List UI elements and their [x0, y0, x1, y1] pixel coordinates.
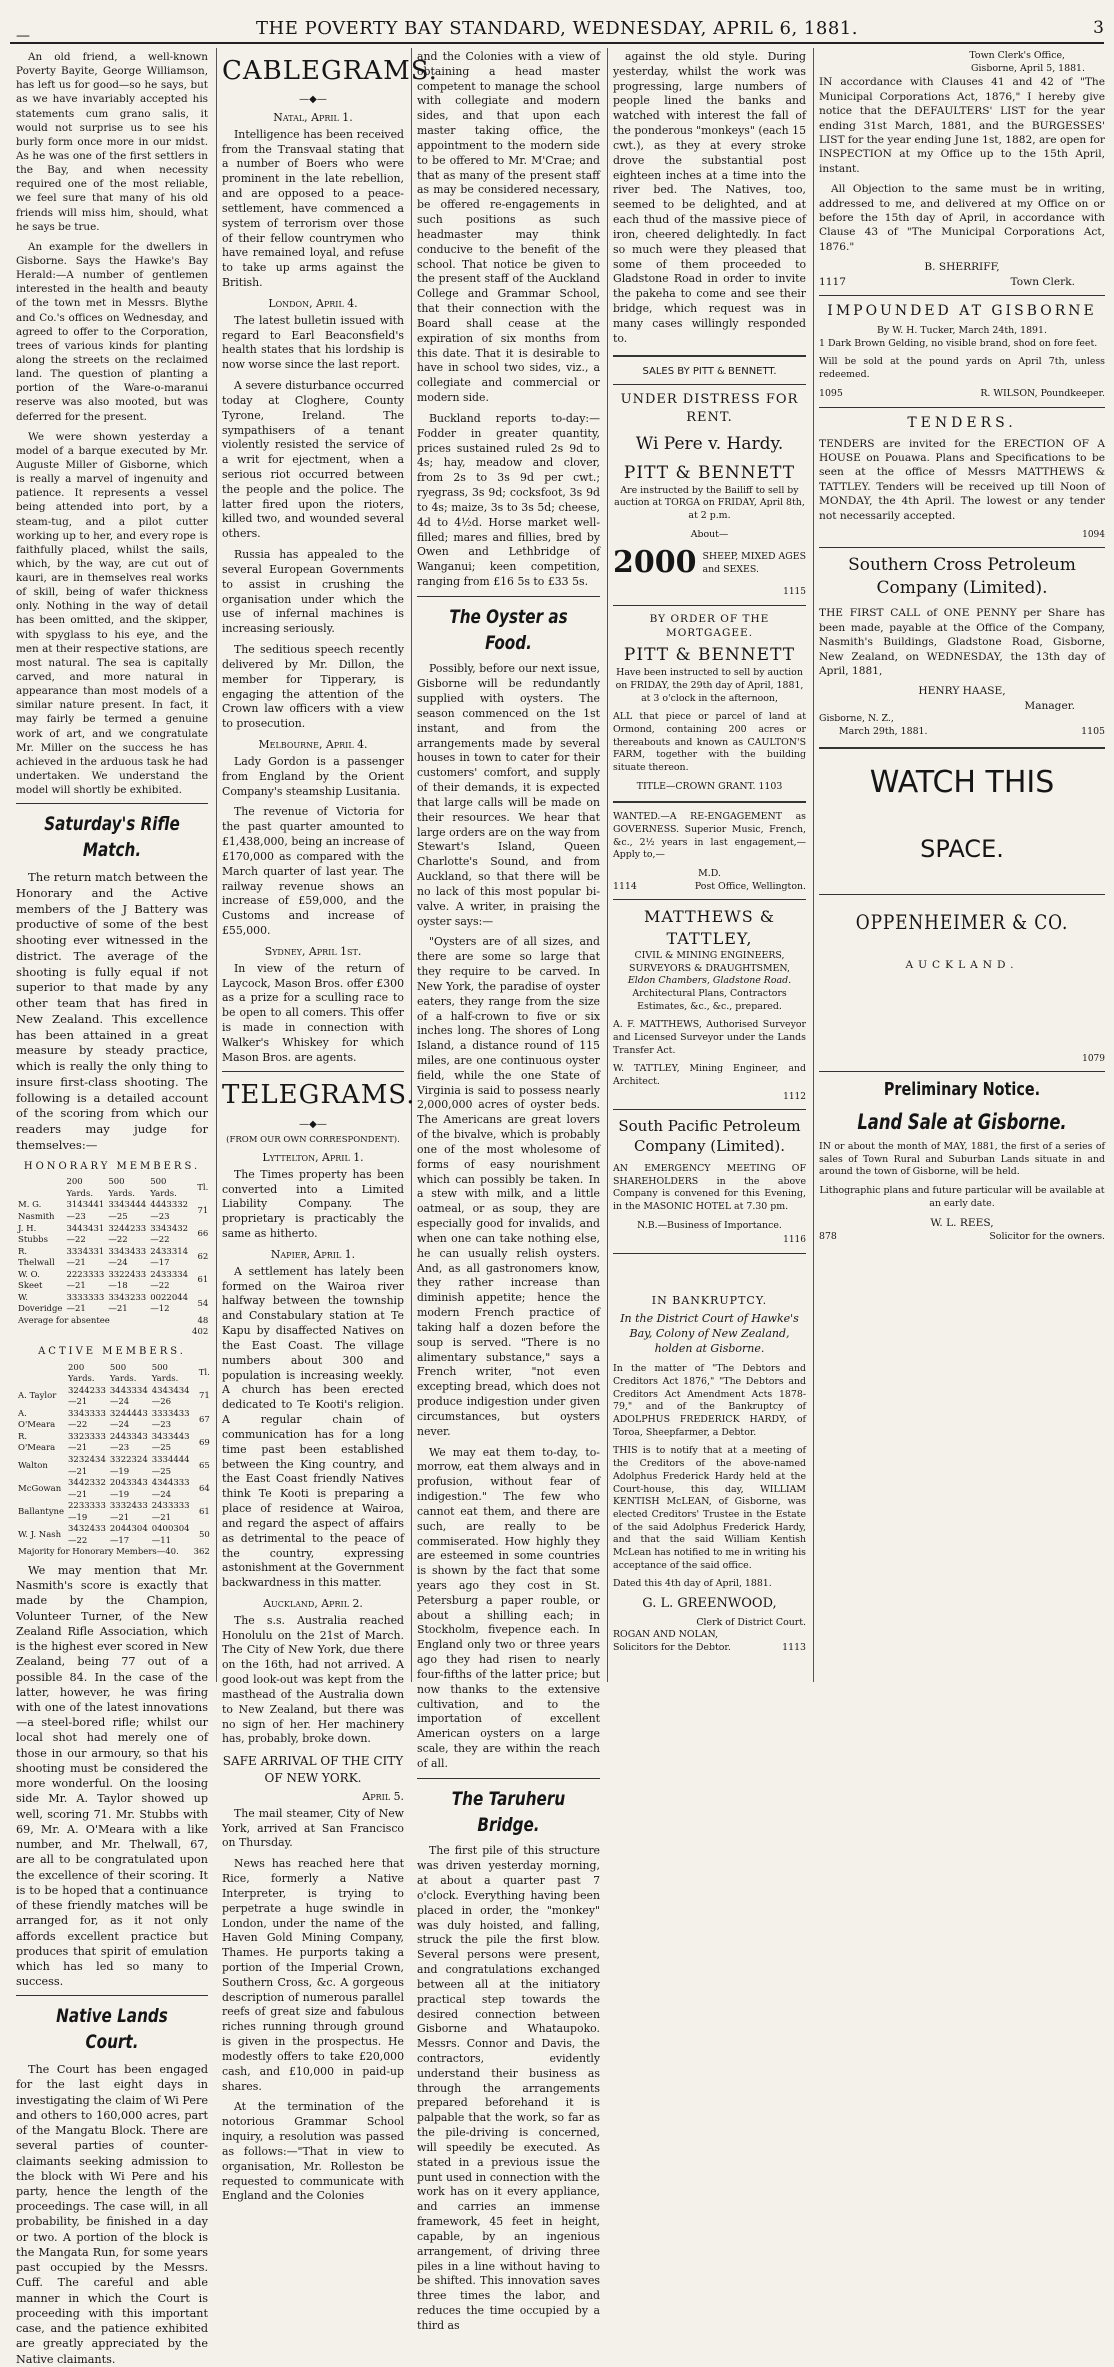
- ad-ref: 1116: [783, 1235, 806, 1246]
- ad-impounded: IMPOUNDED AT GISBORNE: [827, 303, 1097, 320]
- ad-about: About—: [690, 528, 729, 540]
- table-total-row: Majority for Honorary Members—40. 362: [18, 1547, 210, 1558]
- ad-bank-court: In the District Court of Hawke's Bay, Colony of New Zealand, holden at Gisborne.: [620, 1312, 799, 1356]
- paragraph: The s.s. Australia reached Honolulu on the 21st of March. The City of New York, due there on the 16th, had not arrived. A good look-out was kept from the masthead of the Australia down to New Zealand, but there was no sign of her. Her machinery has, probably, broke down.: [222, 1613, 404, 1746]
- ls-footer: 878 Solicitor for the owners.: [819, 1230, 1105, 1242]
- ad-bank-matter: In the matter of "The Debtors and Creditors Act 1876," "The Debtors and Creditors Act Amendment Acts 1878-79," and of the Bankruptcy of ADOLPHUS FREDERICK HARDY, of Toroa, Sheepfarmer, a Debtor.: [613, 1363, 806, 1438]
- imp-text: 1 Dark Brown Gelding, no visible brand, shod on fore feet.: [819, 337, 1098, 349]
- paragraph: The revenue of Victoria for the past quarter amounted to £1,438,000, being an increase of £170,000 as compared with the March quarter of last year. The railway revenue shows an increase of £59,000, and the Customs and increase of £55,000.: [222, 805, 404, 938]
- sheep-text: SHEEP, MIXED AGES and SEXES.: [702, 551, 806, 575]
- tc-footer: 1117 Town Clerk.: [819, 275, 1075, 288]
- ls-text: IN or about the month of MAY, 1881, the first of a series of sales of Town Rural and Suburban Lands situate in and around the town of Gisborne, will be held.: [819, 1140, 1105, 1178]
- heading-taruheru-bridge: The Taruheru Bridge.: [451, 1787, 566, 1836]
- ad-tenders: TENDERS.: [907, 414, 1017, 431]
- dateline: Sydney, April 1st.: [264, 944, 362, 958]
- dateline: Napier, April 1.: [270, 1247, 356, 1261]
- ad-bank-sol: ROGAN AND NOLAN,: [613, 1629, 719, 1641]
- honorary-score-table: [16, 1177, 210, 1339]
- paragraph-nasmith: We may mention that Mr. Nasmith's score is exactly that made by the Champion, Volunteer Turner, of the New Zealand Rifle Association, which is the highest ever scored in New Zealand, being 77 out of a possible 84. In the case of the latter, however, he was firing with one of the latest innovations—a steel-bored rifle; whilst our local shot had merely one of those in our armoury, so that his shooting must be considered the more wonderful. On the loosing side Mr. A. Taylor showed up well, scoring 71. Mr. Stubbs with 69, Mr. A. O'Meara with a like number, and Mr. Thelwall, 67, are all to be congratulated upon the excellence of their scoring. It is to be hoped that a continuance of these friendly matches will be arranged for, as it not only affords excellent practice but produces that spirit of emulation which has led so many to success.: [16, 1563, 208, 1989]
- ad-bankruptcy: IN BANKRUPTCY.: [651, 1293, 768, 1307]
- imp-sale: Will be sold at the pound yards on April 7th, unless redeemed.: [819, 356, 1105, 381]
- tc-notice: IN accordance with Clauses 41 and 42 of "The Municipal Corporations Act, 1876," I hereby give notice that the DEFAULTERS' LIST for the year ending 31st March, 1881, and the BURGESSES' LIST for the year ending June 1st, 1882, are open for INSPECTION at my Office up to the 15th April, instant.: [819, 76, 1105, 175]
- ad-bank-sig: G. L. GREENWOOD,: [642, 1596, 777, 1612]
- divider: [819, 894, 1105, 895]
- heading-oyster: The Oyster as Food.: [449, 605, 568, 654]
- paragraph: Lady Gordon is a passenger from England by the Orient Company's steamship Lusitania.: [222, 754, 404, 798]
- table-row: M. G. Nasmith 3143441—23 3343444—25 4443332—23 71: [18, 1200, 209, 1222]
- ad-pitt-bennett: PITT & BENNETT: [623, 462, 796, 483]
- paragraph: News has reached here that Rice, formerly a Native Interpreter, is trying to perpetrate a huge swindle in London, under the name of the Haven Gold Mining Company, Thames. He purports taking a portion of the Imperial Crown, Southern Cross, &c. A gorgeous description of numerous parallel reefs of great size and fabulous riches running through ground is given in the prospectus. He modestly offers to take £20,000 cash, and £10,000 in paid-up shares.: [222, 1857, 404, 2093]
- masthead-rule: [10, 42, 1104, 44]
- divider: [613, 801, 806, 803]
- paragraph: and the Colonies with a view of obtaining a head master competent to manage the school with collegiate and modern sides, and that upon each master taking office, the appointment to the modern side to be offered to Mr. M'Crae; and that as many of the present staff as may be considered necessary, be offered re-engagements in such positions as such headmaster may think conducive to the benefit of the school. That notice be given to the present staff of the Auckland College and Grammar School, that their connection with the Board shall cease at the expiration of six months from this date. That it is desirable to have in school two sides, viz., a collegiate and commercial or modern side.: [417, 50, 600, 405]
- table-row: A. Taylor 3244233—21 3443334—24 4343434—26 71: [18, 1385, 210, 1408]
- divider: [819, 1071, 1105, 1072]
- ad-matthews-tattley: MATTHEWS & TATTLEY,: [643, 907, 776, 949]
- ad-instruction: Have been instructed to sell by auction on FRIDAY, the 29th day of April, 1881, at 3 o'clock in the afternoon,: [615, 667, 804, 704]
- table-row: R. O'Meara 3323333—21 2443343—23 3433443—25 69: [18, 1431, 210, 1454]
- ad-spp-nb: N.B.—Business of Importance.: [637, 1219, 782, 1231]
- tc-sig: B. SHERRIFF,: [924, 261, 1000, 274]
- divider: [613, 899, 806, 900]
- column-divider: [411, 48, 412, 1682]
- scp-mgr: Manager.: [1024, 699, 1075, 712]
- dateline: April 5.: [362, 1789, 404, 1803]
- paragraph-native-court: The Court has been engaged for the last eight days in investigating the claim of Wi Pere and others to 160,000 acres, part of the Mangatu Block. There are several parties of counter-claimants seeking admission to the block with Wi Pere and his party, hence the length of the proceedings. The case will, in all probability, be finished in a day or two. A portion of the block is the Mangata Run, for some years past occupied by the Messrs. Cuff. The careful and able manner in which the Court is proceeding with this important case, and the patience exhibited are greatly appreciated by the Native claimants.: [16, 2063, 208, 2366]
- ad-mt-sub: CIVIL & MINING ENGINEERS, SURVEYORS & DRAUGHTSMEN,: [629, 949, 790, 974]
- ad-mt-desc: Architectural Plans, Contractors Estimates, &c., &c., prepared.: [632, 988, 787, 1012]
- table-row: Walton 3232434—21 3322324—19 3334444—25 65: [18, 1454, 210, 1477]
- divider: [16, 803, 208, 804]
- ad-mortgagee: BY ORDER OF THE MORTGAGEE.: [649, 612, 770, 639]
- ad-instruction: Are instructed by the Bailiff to sell by auction at TORGA on FRIDAY, April 8th, at 2 p.m.: [614, 484, 805, 522]
- table-row: W. J. Nash 3432433—22 2044304—17 0400304—11 50: [18, 1524, 210, 1546]
- ad-spp-text: AN EMERGENCY MEETING OF SHAREHOLDERS in the above Company is convened for this Evening, in the MASONIC HOTEL at 7.30 pm.: [613, 1162, 806, 1212]
- paragraph: At the termination of the notorious Grammar School inquiry, a resolution was passed as follows:—"That in view to organisation, Mr. Rolleston be requested to communicate with England and the Colonies: [222, 2100, 404, 2203]
- column-divider: [813, 48, 814, 1682]
- newspaper-title: THE POVERTY BAY STANDARD, WEDNESDAY, APRIL 6, 1881.: [256, 18, 858, 39]
- divider: [819, 295, 1105, 296]
- scp-footer: March 29th, 1881. 1105: [839, 725, 1105, 737]
- ad-ref: 1079: [1082, 1053, 1105, 1064]
- tc-office: Town Clerk's Office,: [969, 50, 1065, 61]
- ad-bank-clerk: Clerk of District Court.: [696, 1616, 806, 1628]
- ad-watch-this: WATCH THIS: [869, 764, 1055, 800]
- active-table-title: ACTIVE MEMBERS.: [38, 1346, 186, 1357]
- ad-mt-af: A. F. MATTHEWS, Authorised Surveyor and Licensed Surveyor under the Lands Transfer Act.: [613, 1019, 806, 1056]
- heading-native-lands: Native Lands Court.: [56, 2005, 168, 2054]
- ls-sig: W. L. REES,: [930, 1217, 994, 1230]
- ad-ref: 1112: [783, 1091, 806, 1102]
- divider: [417, 596, 600, 597]
- paragraph: A severe disturbance occurred today at Cloghere, County Tyrone, Ireland. The sympathisers of a tenant violently resisted the service of a writ for ejectment, when a serious riot occurred between the people and the police. The latter fired upon the rioters, killed two, and wounded several others.: [222, 379, 404, 541]
- paragraph: We may eat them to-day, to-morrow, eat them always and in profusion, without fear of indigestion." The few who cannot eat them, and there are such, are really to be commiserated. How highly they are esteemed in some countries is shown by the fact that some years ago they cost in St. Petersburg a paper rouble, or about a shilling each; in Stockholm, fivepence each. In England only two or three years ago they had risen to nearly four-fifths of the latter price; but now thanks to the extensive cultivation, and to the importation of excellent American oysters on a large scale, they are within the reach of all.: [417, 1445, 600, 1770]
- paragraph: The mail steamer, City of New York, arrived at San Francisco on Thursday.: [222, 1806, 404, 1850]
- masthead: [0, 0, 1114, 46]
- scp-sig: HENRY HAASE,: [918, 685, 1006, 698]
- column-divider: [607, 48, 608, 1682]
- tend-text: TENDERS are invited for the ERECTION OF A HOUSE on Pouawa. Plans and Specifications to be seen at the office of Messrs MATTHEWS & TATTLEY. Tenders will be received up till Noon of MONDAY, the 4th April. The lowest or any tender not necessarily accepted.: [819, 437, 1105, 522]
- ad-wanted: WANTED.—A RE-ENGAGEMENT as GOVERNESS. Superior Music, French, &c., 2½ years in last engagement,—Apply to,—: [613, 811, 806, 861]
- dateline: Lyttelton, April 1.: [262, 1150, 364, 1164]
- divider: [222, 1071, 404, 1072]
- table-row: McGowan 3442332—21 2043343—19 4344333—24 64: [18, 1478, 210, 1500]
- tc-objection: All Objection to the same must be in writing, addressed to me, and delivered at my Office on or before the 15th day of April, in accordance with Clause 43 of "The Municipal Corporations Act, 1876.": [819, 183, 1105, 253]
- column-3: [417, 50, 600, 2332]
- paragraph: The seditious speech recently delivered by Mr. Dillon, the member for Tipperary, is engaging the attention of the Crown law officers with a view to prosecution.: [222, 643, 404, 731]
- paragraph-rifle-intro: The return match between the Honorary and the Active members of the J Battery was productive of some of the best shooting ever witnessed in the district. The average of the shooting is fully equal if not superior to that made by any other team that has fired in New Zealand. This excellence has been attained in a great measure by steady practice, which is really the only thing to insure first-class shooting. The following is a detailed account of the scoring from which our readers may judge for themselves:—: [16, 869, 208, 1152]
- dateline: Melbourne, April 4.: [258, 738, 368, 752]
- table-header: 200 Yards. 500 Yards. 500 Yards. Tl.: [66, 1177, 209, 1199]
- divider: [613, 1253, 806, 1254]
- imp-footer: 1095 R. WILSON, Poundkeeper.: [819, 387, 1105, 399]
- divider: [16, 1995, 208, 1996]
- ad-preliminary-notice: Preliminary Notice.: [883, 1078, 1041, 1100]
- dateline: Natal, April 1.: [273, 110, 353, 124]
- ad-bank-notice: THIS is to notify that at a meeting of the Creditors of the above-named Adolphus Frederick Hardy held at the Court-house, this day, WILLIAM KENTISH McLEAN, of Gisborne, was elected Creditors' Trustee in the Estate of the said Adolphus Frederick Hardy, and that the said William Kentish McLean has notified to me in writing his acceptance of the said office.: [613, 1445, 806, 1571]
- imp-by: By W. H. Tucker, March 24th, 1891.: [877, 325, 1047, 337]
- paragraph: Russia has appealed to the several European Governments to assist in crushing the organisation under which the use of infernal machines is increasing seriously.: [222, 548, 404, 636]
- column-1: [16, 50, 210, 2366]
- paragraph: A settlement has lately been formed on the Wairoa river halfway between the township and Constabulary station at Te Kapu by disaffected Natives on the East Coast. The village numbers about 300 and population is increasing weekly. A church has been erected dedicated to Te Kooti's religion. A regular chain of communication has for a long time past been established between the King country, and the East Coast friendly Natives think Te Kooti is preparing a place of residence at Wairoa, and regard the aspect of affairs as detrimental to the peace of the country, expressing astonishment at the Government backwardness in this matter.: [222, 1264, 404, 1590]
- divider: [613, 384, 806, 385]
- ad-wanted-footer: 1114 Post Office, Wellington.: [613, 880, 806, 892]
- corner-mark: —: [16, 28, 30, 44]
- active-score-table: [16, 1363, 212, 1559]
- sheep-count: 2000: [613, 545, 697, 581]
- divider: [819, 407, 1105, 408]
- dateline: London, April 4.: [268, 296, 358, 310]
- paragraph: The first pile of this structure was driven yesterday morning, at about a quarter past 7 o'clock. Everything having been placed in order, the "monkey" was duly hoisted, and falling, struck the pile the first blow. Several persons were present, and congratulations exchanged between all at the initiatory practical step towards the desired connection between Gisborne and Whataupoko. Messrs. Connor and Davis, the contractors, evidently understand their business as through the arrangements prepared beforehand it is palpable that the work, so far as the pile-driving is concerned, will speedily be executed. As stated in a previous issue the punt used in connection with the work has on it every appliance, and carries an immense framework, 45 feet in height, capable, by an ingenious arrangement, of driving three piles in a line without having to be shifted. This innovation saves three times the labor, and reduces the time occupied by a third as: [417, 1844, 600, 2332]
- table-row: R. Thelwall 3334331—21 3343433—24 2433314—17 62: [18, 1246, 209, 1269]
- paragraph-model: We were shown yesterday a model of a barque executed by Mr. Auguste Miller of Gisborne, which is really a marvel of ingenuity and patience. It represents a vessel being attended into port, by a steam-tug, and a pilot cutter working up to her, and every rope is faithfully placed, whilst the sails, which, by the way, are cut out of kauri, are in themselves real works of skill, being of wafer thickness only. Nothing in the way of detail has been omitted, and the skipper, with spyglass to his eye, and the men at their respective stations, are most natural. The sea is capitally carved, and more natural in appearance than most models of a similar nature present. In fact, it may fairly be termed a genuine work of art, and we congratulate Mr. Miller on the success he has achieved in the arduous task he had undertaken. We understand the model will shortly be exhibited.: [16, 430, 208, 797]
- ad-oppenheimer: OPPENHEIMER & CO.: [855, 910, 1069, 935]
- ls-text2: Lithographic plans and future particular will be available at an early date.: [819, 1185, 1105, 1209]
- ad-wanted-md: M.D.: [698, 868, 721, 880]
- table-row: Average for absentee 48: [18, 1315, 209, 1326]
- paragraph: The latest bulletin issued with regard to Earl Beaconsfield's health states that his lordship is now worse since the last report.: [222, 313, 404, 372]
- ad-bank-date: Dated this 4th day of April, 1881.: [613, 1578, 772, 1590]
- ad-sheep: [613, 543, 806, 584]
- paragraph: against the old style. During yesterday, whilst the work was progressing, large numbers of people lined the banks and watched with interest the fall of the ponderous "monkeys" (each 15 cwt.), as they at every stroke drove the substantial post eighteen inches at a time into the river bed. The Natives, too, seemed to be delighted, and at each thud of the massive piece of iron, cheered delightedly. In fact so much were they pleased that some of them proceeded to Gladstone Road in order to invite the pakeha to come and see their bridge, which request was in many cases willingly responded to.: [613, 50, 806, 345]
- table-header: 200 Yards. 500 Yards. 500 Yards. Tl.: [68, 1362, 210, 1385]
- ad-ref: 1094: [1082, 530, 1105, 540]
- heading-rifle-match: Saturday's Rifle Match.: [44, 813, 180, 862]
- ornament: —◆—: [299, 94, 327, 106]
- divider: [819, 747, 1105, 749]
- ad-bank-footer: Solicitors for the Debtor. 1113: [613, 1642, 806, 1654]
- heading-city-new-york: SAFE ARRIVAL OF THE CITY OF NEW YORK.: [222, 1754, 404, 1785]
- page-number: 3: [1093, 18, 1104, 38]
- column-2: [222, 50, 438, 2203]
- ad-sales-head: SALES BY PITT & BENNETT.: [642, 365, 777, 377]
- column-divider: [216, 48, 217, 1682]
- table-row: Ballantyne 2233333—19 3332433—21 2433333—21 61: [18, 1501, 210, 1523]
- divider: [613, 1109, 806, 1110]
- ad-mt-wt: W. TATTLEY, Mining Engineer, and Architect.: [613, 1063, 806, 1088]
- ad-title: TITLE—CROWN GRANT. 1103: [636, 780, 783, 792]
- divider: [613, 605, 806, 606]
- heading-telegrams: TELEGRAMS.: [222, 1080, 416, 1111]
- heading-cablegrams: CABLEGRAMS.: [222, 56, 438, 86]
- table-total-row: 402: [192, 1327, 209, 1338]
- paragraph: The Times property has been converted into a Limited Liability Company. The proprietary is practicably the same as hitherto.: [222, 1167, 404, 1241]
- divider: [613, 355, 806, 357]
- ad-distress: UNDER DISTRESS FOR RENT.: [620, 392, 799, 425]
- ornament: —◆—: [299, 1118, 327, 1130]
- scp-text: THE FIRST CALL of ONE PENNY per Share has been made, payable at the Office of the Company, Nasmith's Buildings, Gladstone Road, Gisborne, New Zealand, on WEDNESDAY, the 13th day of April, 1881,: [819, 607, 1105, 678]
- column-4: [613, 50, 806, 1680]
- paragraph: Possibly, before our next issue, Gisborne will be redundantly supplied with oysters. The season commenced on the 1st instant, and from the arrangements made by several houses in town to cater for their customers' comfort, and supply of their demands, it is expected that large calls will be made on their resources. We hear that large orders are on the way from Stewart's Island, Queen Charlotte's Sound, and from Auckland, so that there will be no lack of this most popular bi-valve. A writer, in praising the oyster says:—: [417, 662, 600, 928]
- paragraph: In view of the return of Laycock, Mason Bros. offer £300 as a prize for a sculling race to be open to all comers. This offer is made in connection with Walker's Whiskey for which Mason Bros. are agents.: [222, 961, 404, 1064]
- table-row: W. O. Skeet 2223333—21 3322433—18 2433334—22 61: [18, 1269, 209, 1292]
- paragraph-trees: An example for the dwellers in Gisborne. Says the Hawke's Bay Herald:—A number of gentlemen interested in the health and beauty of the town met in Messrs. Blythe and Co.'s offices on Wednesday, and agreed to offer to the Corporation, trees of various kinds for planting along the streets on the reclaimed land. The question of planting a portion of the Ware-o-maranui reserve was also mooted, but was deferred for the present.: [16, 240, 208, 423]
- paragraph: Intelligence has been received from the Transvaal stating that a number of Boers who were prominent in the late rebellion, and are opposed to a peace-settlement, have commenced a system of terrorism over those of their fellow countrymen who have remained loyal, and refuse to take up arms against the British.: [222, 127, 404, 290]
- ad-space: SPACE.: [920, 835, 1004, 864]
- ad-mt-addr: Eldon Chambers, Gladstone Road.: [627, 975, 792, 987]
- divider: [417, 1778, 600, 1779]
- dateline: Auckland, April 2.: [263, 1596, 363, 1610]
- ad-land: ALL that piece or parcel of land at Ormond, containing 200 acres or thereabouts and known as CAULTON'S FARM, together with the building situate thereon.: [613, 711, 806, 773]
- ad-pitt-bennett: PITT & BENNETT: [623, 645, 796, 666]
- column-5: [819, 50, 1105, 1680]
- table-row: A. O'Meara 3343333—22 3244443—24 3333433—23 67: [18, 1408, 210, 1431]
- scp-place: Gisborne, N. Z.,: [819, 713, 894, 725]
- paragraph: Buckland reports to-day:—Fodder in greater quantity, prices sustained ruled 2s 9d to 4s; hay, meadow and clover, from 2s to 3s 9d per cwt.; ryegrass, 3s 9d; cocksfoot, 3s 9d to 4s; maize, 3s to 3s 5d; cheese, 4d to 4½d. Horse market well-filled; mares and fillies, bred by Owen and Lethbridge of Wanganui; keen competition, ranging from £16 5s to £33 5s.: [417, 411, 600, 588]
- divider: [819, 547, 1105, 548]
- ad-wi-pere: Wi Pere v. Hardy.: [635, 433, 784, 454]
- ad-southern-cross: Southern Cross Petroleum Company (Limited).: [848, 555, 1076, 599]
- paragraph-williamson: An old friend, a well-known Poverty Bayite, George Williamson, has left us for good—so he says, but as we have invariably accepted his statements cum grano salis, it would not surprise us to see his burly form once more in our midst. As he was one of the first settlers in the Bay, and when necessity required one of the most reliable, we feel sure that many of his old friends will miss him, should, what he says be true.: [16, 51, 208, 233]
- subheading-correspondent: (FROM OUR OWN CORRESPONDENT).: [226, 1135, 400, 1146]
- table-row: J. H. Stubbs 3443431—22 3244233—22 3343432—22 66: [18, 1223, 209, 1246]
- ad-auckland: AUCKLAND.: [905, 959, 1019, 972]
- table-row: W. Doveridge 3333333—21 3343233—21 0022044—12 54: [18, 1292, 209, 1315]
- tc-date: Gisborne, April 5, 1881.: [971, 62, 1085, 74]
- ad-land-sale: Land Sale at Gisborne.: [857, 1110, 1067, 1135]
- ad-ref: 1115: [783, 587, 806, 598]
- paragraph: "Oysters are of all sizes, and there are some so large that they require to be carved. In New York, the paradise of oyster eaters, they range from the size of a half-crown to five or six inches long. The shores of Long Island, a distance round of 115 miles, are one continuous oyster field, while the one State of Virginia is said to possess nearly 2,000,000 acres of oyster beds. The Americans are great lovers of the bivalve, which is probably one of the most wholesome of forms of easy nourishment which can possibly be taken. In a stew with milk, and a little oatmeal, or as soup, they are especially good for invalids, and when one can take nothing else, he can usually relish oysters. And, as all gastronomers know, they rather increase than diminish appetite; hence the modern French practice of taking half a dozen before the soup is served. "There is no alimentary substance," says a French writer, "not even excepting bread, which does not produce indigestion under given circumstances, but oysters never.: [417, 935, 600, 1438]
- honorary-table-title: HONORARY MEMBERS.: [23, 1160, 201, 1172]
- ad-south-pacific: South Pacific Petroleum Company (Limited).: [618, 1117, 801, 1156]
